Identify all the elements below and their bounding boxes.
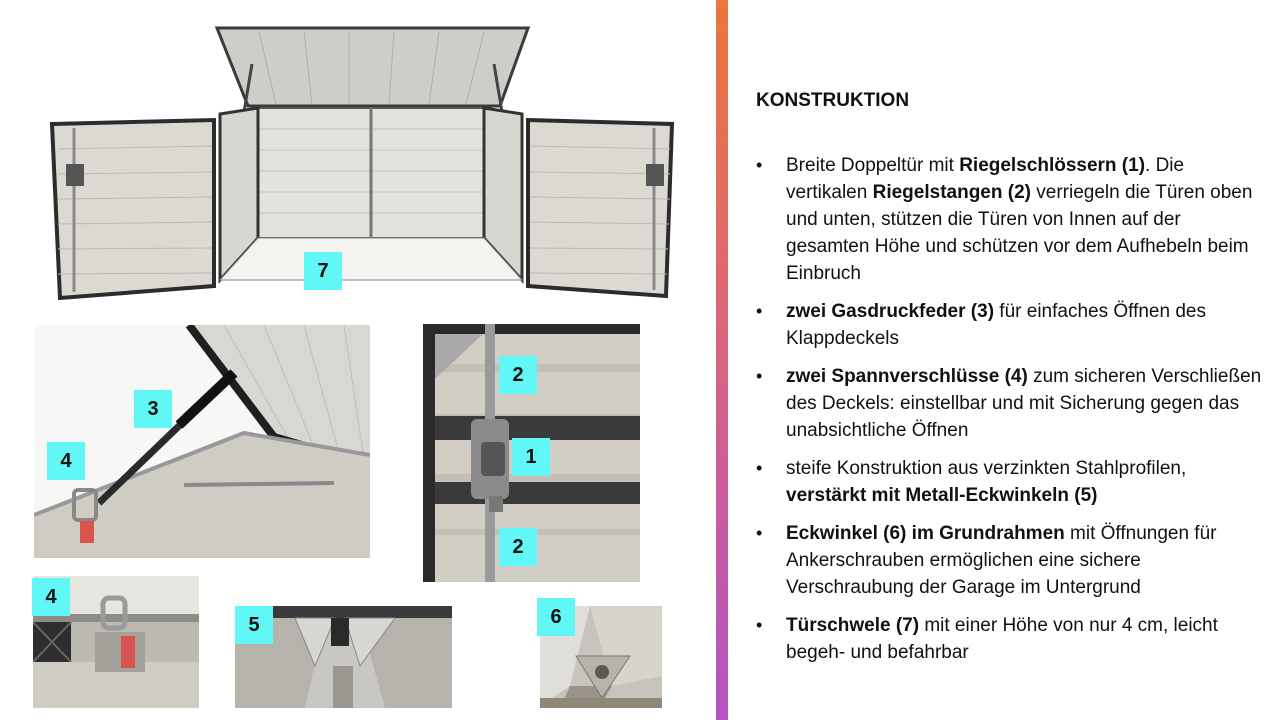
feature-text: zum sicheren Verschließen des Deckels: einstellbar und mit Sicherung gegen das unabsichtliche Öffnen (786, 366, 1262, 441)
feature-emphasis: Türschwele (7) (786, 615, 920, 636)
feature-emphasis: zwei Spannverschlüsse (4) (786, 366, 1028, 387)
label-threshold-7: 7 (304, 252, 342, 290)
label-gas-spring-3: 3 (134, 390, 172, 428)
label-locking-bar-2-bottom: 2 (499, 528, 537, 566)
feature-emphasis: Eckwinkel (6) im Grundrahmen (786, 523, 1065, 544)
label-corner-bracket-5: 5 (235, 606, 273, 644)
feature-emphasis: Riegelschlössern (1) (959, 155, 1146, 176)
feature-item (756, 612, 1266, 666)
storage-box-photo (44, 24, 680, 304)
feature-item (756, 152, 1266, 287)
feature-text: . Die vertikalen (786, 155, 1185, 203)
feature-item (756, 363, 1266, 444)
feature-text: Breite Doppeltür mit (786, 155, 960, 176)
feature-text: mit Öffnungen für Ankerschrauben ermöglichen eine sichere Verschraubung der Garage im Untergrund (786, 523, 1217, 598)
feature-emphasis: zwei Gasdruckfeder (3) (786, 301, 995, 322)
label-lock-1: 1 (512, 438, 550, 476)
feature-item (756, 298, 1266, 352)
feature-list (756, 152, 1266, 677)
feature-text: verriegeln die Türen oben und unten, stützen die Türen von Innen auf der gesamten Höhe und schützen vor dem Aufhebeln beim Einbruch (786, 182, 1253, 284)
feature-item (756, 455, 1266, 509)
feature-text: für einfaches Öffnen des Klappdeckels (786, 301, 1206, 349)
section-heading: KONSTRUKTION (756, 90, 910, 111)
gradient-divider (716, 0, 728, 720)
feature-emphasis: verstärkt mit Metall-Eckwinkeln (5) (786, 485, 1098, 506)
feature-text: steife Konstruktion aus verzinkten Stahlprofilen, (786, 458, 1187, 479)
feature-text: mit einer Höhe von nur 4 cm, leicht begeh- und befahrbar (786, 615, 1218, 663)
feature-emphasis: Riegelstangen (2) (872, 182, 1031, 203)
label-latch-closeup-4: 4 (32, 578, 70, 616)
text-panel (728, 0, 1280, 720)
feature-item (756, 520, 1266, 601)
label-latch-4: 4 (47, 442, 85, 480)
label-locking-bar-2-top: 2 (499, 356, 537, 394)
label-base-corner-6: 6 (537, 598, 575, 636)
